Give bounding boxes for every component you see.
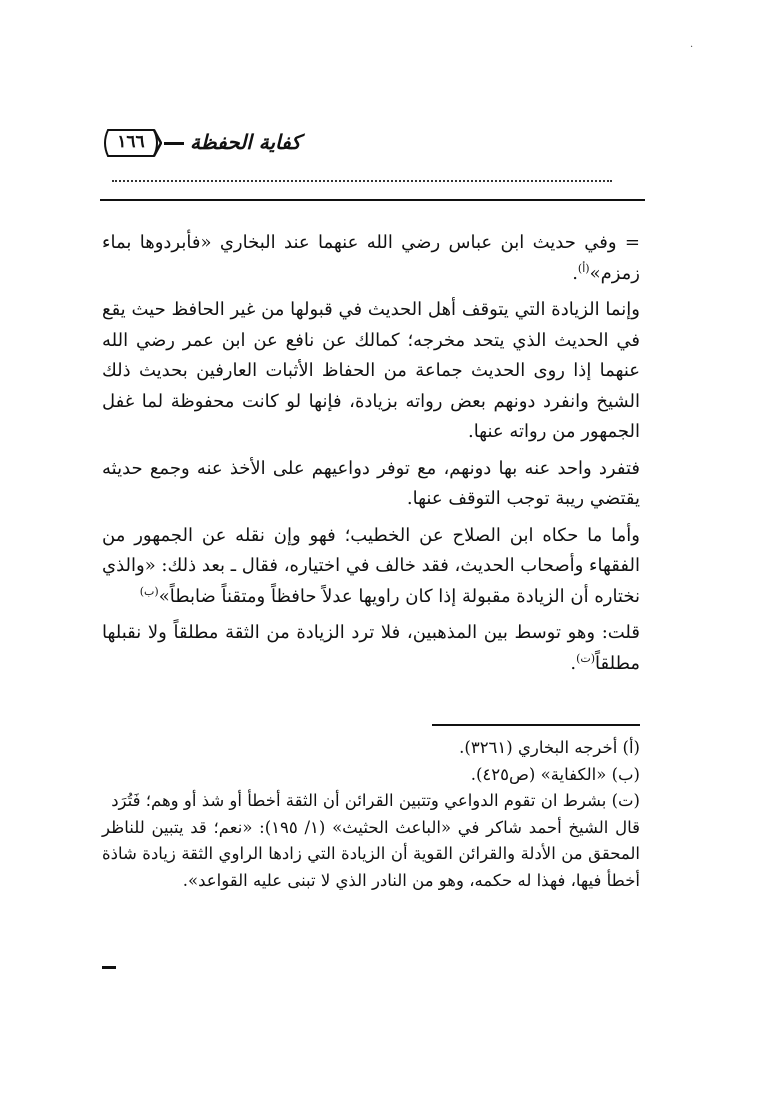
stray-mark: · (690, 42, 694, 53)
footnote-ba: (ب) «الكفاية» (ص٤٢٥). (470, 764, 640, 784)
paragraph-2: وإنما الزيادة التي يتوقف أهل الحديث في قبولها من غير الحافظ حيث يقع في الحديث الذي يتحد مخرجه؛ كمالك عن نافع عن ابن عمر رضي الله عنهما إذا روى الحديث جماعة من الحفاظ الأثبات العارفين بحديث ذلك الشيخ وانفرد دونهم بعض رواته بزيادة، فإنها لو كانت محفوظة لما غفل الجمهور من رواته عنها. (102, 299, 640, 442)
paragraph-1-text: = وفي حديث ابن عباس رضي الله عنهما عند البخاري «فأبردوها بماء زمزم» (102, 232, 640, 284)
running-title: كفاية الحفظة (190, 130, 301, 154)
paragraph-5 (102, 618, 640, 679)
footnote-separator (432, 724, 640, 726)
page-header (100, 128, 650, 160)
page-number-badge (100, 128, 162, 158)
footnote-alif: (أ) أخرجه البخاري (٣٢٦١). (459, 738, 640, 757)
paragraph-1-end: . (572, 262, 578, 284)
footnote-ta-continued: قال الشيخ أحمد شاكر في «الباعث الحثيث» (١/ ١٩٥): «نعم؛ قد يتبين للناظر المحقق من الأدلة والقرائن القوية أن الزيادة التي زادها الراوي الثقة زيادة شاذة أخطأ فيها، فهذا له حكمه، وهو من النادر الذي لا تبنى عليه القواعد». (102, 817, 640, 890)
paragraph-3: فتفرد واحد عنه بها دونهم، مع توفر دواعيهم على الأخذ عنه وجمع حديثه يقتضي ريبة توجب التوقف عنها. (102, 457, 640, 509)
paragraph-4 (102, 521, 640, 613)
header-rule (100, 199, 645, 201)
paragraph-1 (102, 228, 640, 289)
dotted-rule (112, 180, 612, 182)
paragraph-5-text: قلت: وهو توسط بين المذهبين، فلا ترد الزيادة من الثقة مطلقاً ولا نقبلها مطلقاً (102, 622, 640, 674)
footnotes (102, 735, 640, 894)
bottom-dash (102, 966, 116, 969)
page-number: ١٦٦ (117, 132, 145, 152)
footnote-ta: (ت) بشرط ان تقوم الدواعي وتتبين القرائن أن الثقة أخطأ أو شذ أو وهم؛ فَتُرَد (111, 791, 640, 810)
title-dash (164, 142, 184, 145)
footnote-ref-ba: (ب) (139, 584, 159, 598)
footnote-ref-ta: (ت) (576, 651, 596, 665)
paragraph-4-text: وأما ما حكاه ابن الصلاح عن الخطيب؛ فهو وإن نقله عن الجمهور من الفقهاء وأصحاب الحديث، فقد خالف في اختياره، فقال ـ بعد ذلك: «والذي نختاره أن الزيادة مقبولة إذا كان راويها عدلاً حافظاً ومتقناً ضابطاً» (101, 524, 640, 607)
footnote-ref-alif: (أ) (577, 261, 590, 275)
main-text (102, 228, 640, 685)
paragraph-5-end: . (570, 652, 577, 674)
